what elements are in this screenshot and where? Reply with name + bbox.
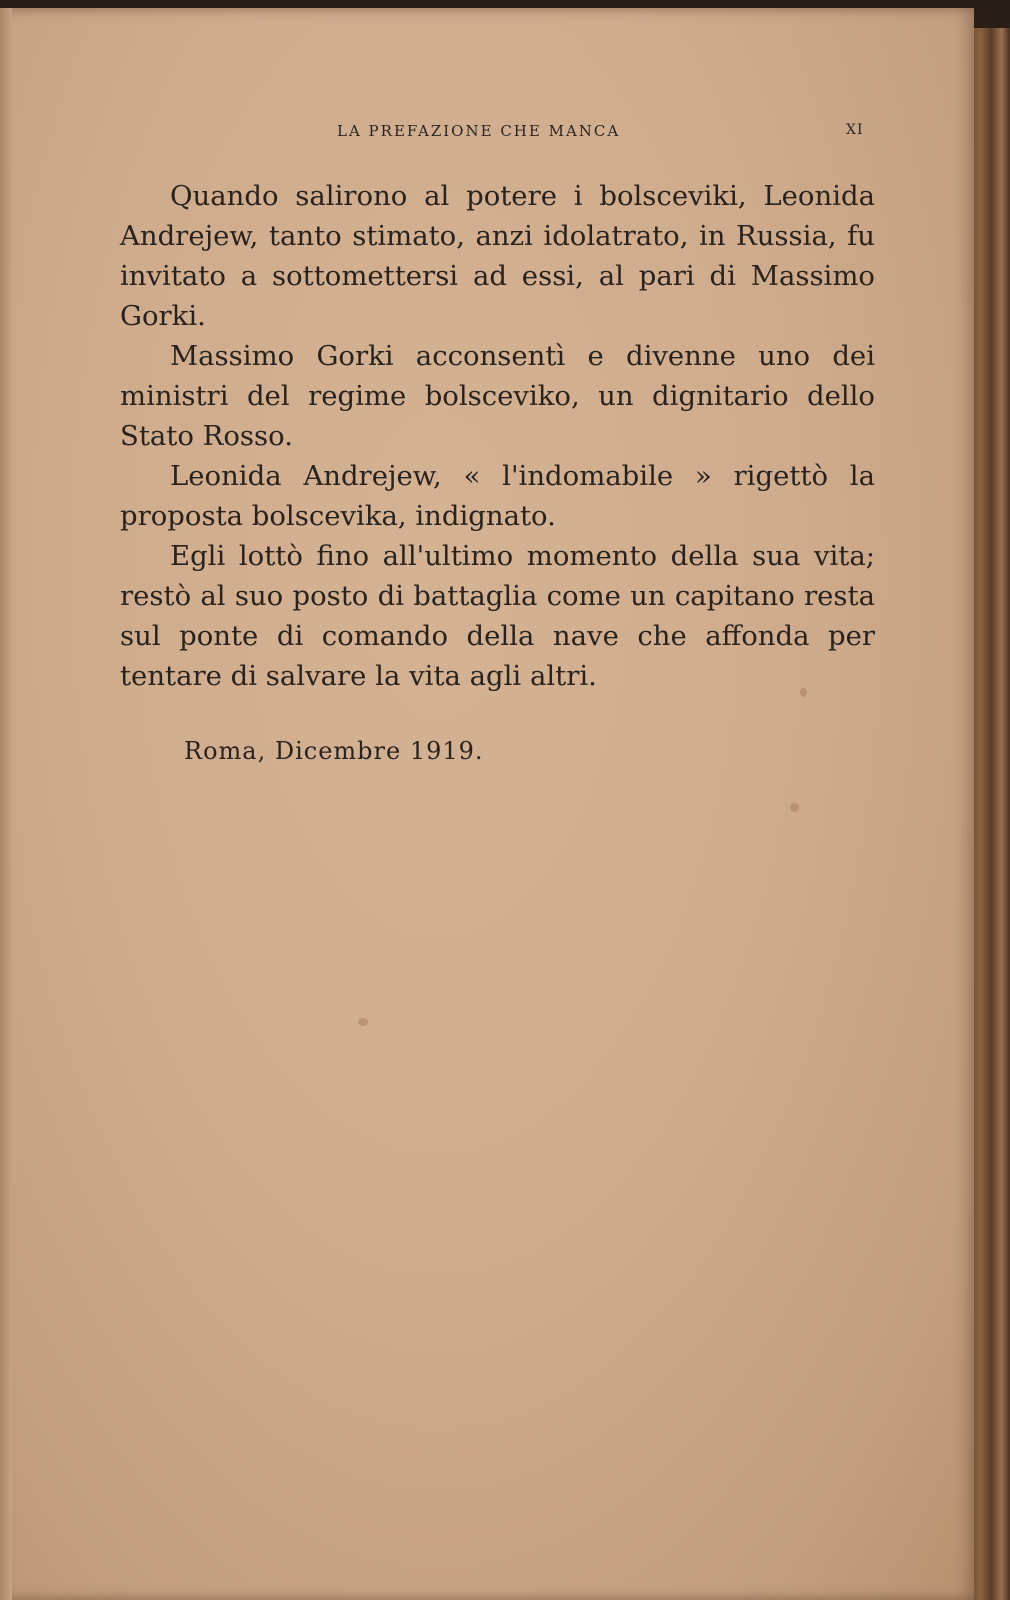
page-gutter [0, 8, 12, 1600]
paragraph: Quando salirono al potere i bolsceviki, Leonida Andrejew, tanto stimato, anzi idolatrato, in Russia, fu invitato a sottomettersi ad essi, al pari di Massimo Gorki. [120, 180, 875, 332]
paragraph: Egli lottò fino all'ultimo momento della sua vita; restò al suo posto di battaglia come un capitano resta sul ponte di comando della nave che affonda per tentare di salvare la vita agli altri. [120, 540, 875, 692]
paragraph: Leonida Andrejew, « l'indomabile » rigettò la proposta bolscevika, indignato. [120, 460, 875, 532]
paragraph: Massimo Gorki acconsentì e divenne uno dei ministri del regime bolsceviko, un dignitario dello Stato Rosso. [120, 340, 875, 452]
running-head [0, 122, 974, 146]
paper-speck [790, 803, 799, 812]
page-edge [968, 28, 1010, 1600]
page-number: XI [846, 122, 864, 138]
body-text [120, 176, 875, 696]
running-title: LA PREFAZIONE CHE MANCA [337, 122, 621, 140]
place-date-signature: Roma, Dicembre 1919. [184, 737, 484, 765]
paper-speck [358, 1018, 368, 1026]
